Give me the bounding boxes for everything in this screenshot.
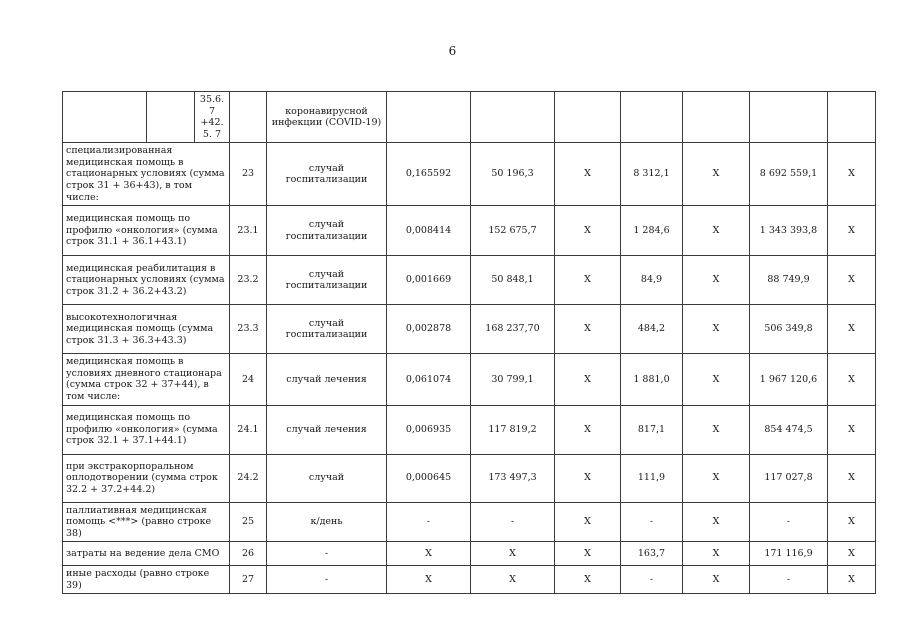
- cell-norm: -: [387, 502, 471, 542]
- cell-cost: 173 497,3: [471, 454, 555, 502]
- cell-code: 35.6.7 +42.5. 7: [195, 92, 230, 143]
- table-row: [63, 256, 876, 305]
- cell-x: Х: [555, 354, 621, 405]
- cell-description: медицинская помощь в условиях дневного стационара (сумма строк 32 + 37+44), в том числе:: [63, 354, 230, 405]
- cell-x: Х: [555, 542, 621, 566]
- cell-line-number: 26: [230, 542, 267, 566]
- cell-description: высокотехнологичная медицинская помощь (сумма строк 31.3 + 36.3+43.3): [63, 305, 230, 354]
- cell-unit: случай госпитализации: [267, 256, 387, 305]
- cell-cost: 50 196,3: [471, 143, 555, 206]
- cell-empty-h: [683, 92, 750, 143]
- cell-norm: 0,061074: [387, 354, 471, 405]
- cell-line-number: 24: [230, 354, 267, 405]
- cell-x: Х: [555, 566, 621, 594]
- cell-x: Х: [683, 502, 750, 542]
- cell-unit: случай госпитализации: [267, 206, 387, 256]
- cell-unit: -: [267, 542, 387, 566]
- cell-line-number: 23: [230, 143, 267, 206]
- cell-line-number: 23.1: [230, 206, 267, 256]
- page-number: 6: [448, 44, 457, 58]
- cell-total: -: [750, 566, 828, 594]
- cell-x: Х: [555, 305, 621, 354]
- table-row-top: [63, 92, 876, 143]
- cell-x: Х: [683, 256, 750, 305]
- cell-unit: случай госпитализации: [267, 305, 387, 354]
- cell-unit: случай лечения: [267, 354, 387, 405]
- cell-total: 88 749,9: [750, 256, 828, 305]
- cell-x: Х: [828, 256, 876, 305]
- cell-empty-d: [387, 92, 471, 143]
- table-row: [63, 566, 876, 594]
- table-row: [63, 454, 876, 502]
- cell-cost: 117 819,2: [471, 405, 555, 454]
- cell-empty-f: [555, 92, 621, 143]
- cell-norm: 0,006935: [387, 405, 471, 454]
- cell-empty-c: [230, 92, 267, 143]
- cell-x: Х: [555, 405, 621, 454]
- cell-unit: случай лечения: [267, 405, 387, 454]
- table-row: [63, 206, 876, 256]
- cell-per-capita: 1 881,0: [621, 354, 683, 405]
- cell-norm: Х: [387, 542, 471, 566]
- cell-x: Х: [828, 354, 876, 405]
- cell-empty-e: [471, 92, 555, 143]
- cell-per-capita: 84,9: [621, 256, 683, 305]
- cell-norm: 0,001669: [387, 256, 471, 305]
- cell-x: Х: [683, 305, 750, 354]
- cell-description: специализированная медицинская помощь в стационарных условиях (сумма строк 31 + 36+43), в том числе:: [63, 143, 230, 206]
- cell-description: паллиативная медицинская помощь <***> (равно строке 38): [63, 502, 230, 542]
- cell-cost: Х: [471, 542, 555, 566]
- cell-empty-b: [147, 92, 195, 143]
- cell-description: медицинская помощь по профилю «онкология» (сумма строк 31.1 + 36.1+43.1): [63, 206, 230, 256]
- cell-x: Х: [828, 143, 876, 206]
- cell-line-number: 24.2: [230, 454, 267, 502]
- cell-line-number: 23.3: [230, 305, 267, 354]
- cell-x: Х: [683, 143, 750, 206]
- table-row: [63, 354, 876, 405]
- cell-total: 117 027,8: [750, 454, 828, 502]
- cell-unit: случай: [267, 454, 387, 502]
- cell-total: 171 116,9: [750, 542, 828, 566]
- cell-x: Х: [683, 206, 750, 256]
- cell-x: Х: [555, 454, 621, 502]
- cell-line-number: 23.2: [230, 256, 267, 305]
- cell-norm: 0,002878: [387, 305, 471, 354]
- cell-empty-j: [828, 92, 876, 143]
- cell-per-capita: 111,9: [621, 454, 683, 502]
- cell-cost: 168 237,70: [471, 305, 555, 354]
- cell-x: Х: [683, 454, 750, 502]
- cell-x: Х: [828, 206, 876, 256]
- cell-line-number: 25: [230, 502, 267, 542]
- cell-per-capita: 163,7: [621, 542, 683, 566]
- cell-x: Х: [828, 566, 876, 594]
- cell-total: 1 967 120,6: [750, 354, 828, 405]
- cell-per-capita: -: [621, 566, 683, 594]
- cell-x: Х: [555, 502, 621, 542]
- cell-cost: 152 675,7: [471, 206, 555, 256]
- table-row: [63, 305, 876, 354]
- cell-unit: коронавирусной инфекции (COVID-19): [267, 92, 387, 143]
- cell-x: Х: [683, 542, 750, 566]
- cell-per-capita: 8 312,1: [621, 143, 683, 206]
- table-row: [63, 502, 876, 542]
- table-row: [63, 542, 876, 566]
- cell-line-number: 27: [230, 566, 267, 594]
- cell-x: Х: [683, 405, 750, 454]
- cell-per-capita: -: [621, 502, 683, 542]
- cell-cost: Х: [471, 566, 555, 594]
- cell-x: Х: [828, 405, 876, 454]
- cell-line-number: 24.1: [230, 405, 267, 454]
- cell-description: при экстракорпоральном оплодотворении (сумма строк 32.2 + 37.2+44.2): [63, 454, 230, 502]
- cell-total: -: [750, 502, 828, 542]
- cell-description: иные расходы (равно строке 39): [63, 566, 230, 594]
- cell-x: Х: [555, 143, 621, 206]
- cell-cost: 50 848,1: [471, 256, 555, 305]
- cell-description: медицинская помощь по профилю «онкология» (сумма строк 32.1 + 37.1+44.1): [63, 405, 230, 454]
- cell-empty-g: [621, 92, 683, 143]
- cell-unit: случай госпитализации: [267, 143, 387, 206]
- cell-norm: 0,008414: [387, 206, 471, 256]
- cell-empty-i: [750, 92, 828, 143]
- cell-empty-a: [63, 92, 147, 143]
- cell-total: 506 349,8: [750, 305, 828, 354]
- data-table: [62, 91, 876, 594]
- cell-x: Х: [828, 454, 876, 502]
- cell-cost: -: [471, 502, 555, 542]
- table-row: [63, 405, 876, 454]
- cell-x: Х: [555, 206, 621, 256]
- cell-total: 8 692 559,1: [750, 143, 828, 206]
- cell-x: Х: [828, 542, 876, 566]
- cell-x: Х: [555, 256, 621, 305]
- cell-description: медицинская реабилитация в стационарных условиях (сумма строк 31.2 + 36.2+43.2): [63, 256, 230, 305]
- cell-unit: к/день: [267, 502, 387, 542]
- cell-x: Х: [683, 354, 750, 405]
- cell-per-capita: 484,2: [621, 305, 683, 354]
- cell-x: Х: [828, 305, 876, 354]
- cell-x: Х: [828, 502, 876, 542]
- table-row: [63, 143, 876, 206]
- cell-x: Х: [683, 566, 750, 594]
- cell-per-capita: 1 284,6: [621, 206, 683, 256]
- cell-per-capita: 817,1: [621, 405, 683, 454]
- cell-unit: -: [267, 566, 387, 594]
- cell-total: 1 343 393,8: [750, 206, 828, 256]
- cell-total: 854 474,5: [750, 405, 828, 454]
- cell-cost: 30 799,1: [471, 354, 555, 405]
- cell-description: затраты на ведение дела СМО: [63, 542, 230, 566]
- cell-norm: Х: [387, 566, 471, 594]
- cell-norm: 0,165592: [387, 143, 471, 206]
- cell-norm: 0,000645: [387, 454, 471, 502]
